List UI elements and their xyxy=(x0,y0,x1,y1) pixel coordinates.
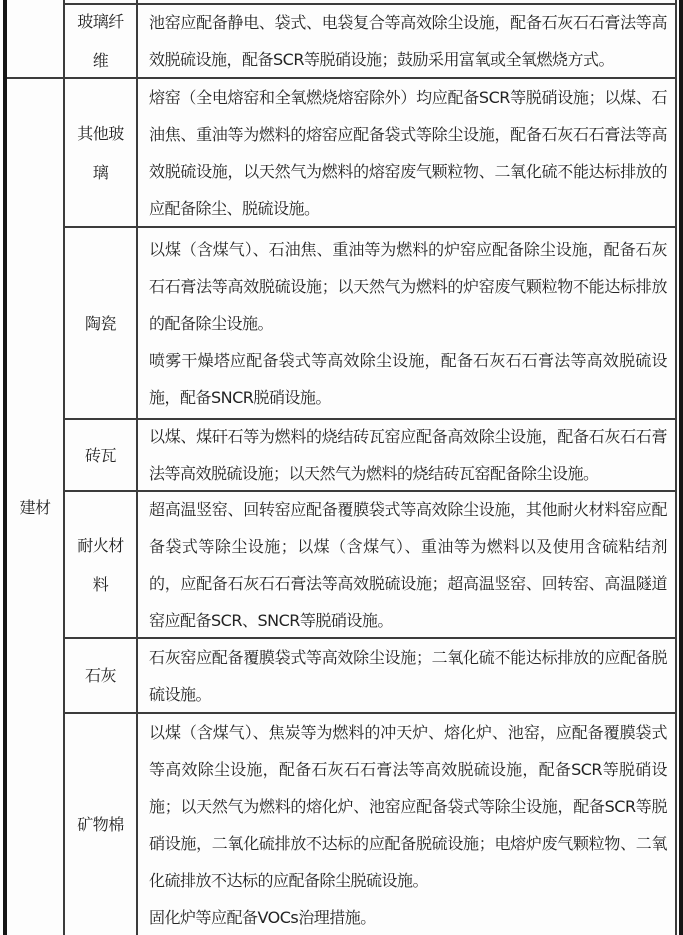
row-label-text: 玻璃纤维 xyxy=(77,12,124,70)
row-label-text: 耐火材料 xyxy=(77,535,124,594)
row-label-text: 陶瓷 xyxy=(84,313,116,333)
category-cell-building-materials xyxy=(7,79,63,935)
row-content-other-glass xyxy=(138,79,675,226)
row-content-lime xyxy=(138,639,675,712)
grid-vline-right-border xyxy=(675,0,677,935)
row-label-refractory xyxy=(65,492,136,637)
row-label-brick-tile xyxy=(65,420,136,490)
row-label-mineral-wool xyxy=(65,714,136,935)
category-label: 建材 xyxy=(19,497,51,517)
row-content-glass-fiber xyxy=(138,5,675,77)
requirement-paragraph: 熔窑（全电熔窑和全氧燃烧熔窑除外）均应配备SCR等脱硝设施；以煤、石油焦、重油等为燃料的熔窑应配备袋式等除尘设施，配备石灰石石膏法等高效脱硫设施，以天然气为燃料的熔窑废气颗粒物、二氧化硫不能达标排放的应配备除尘、脱硫设施。 xyxy=(149,87,667,218)
requirement-paragraph: 固化炉等应配备VOCs治理措施。 xyxy=(149,907,376,927)
requirement-paragraph: 喷雾干燥塔应配备袋式等高效除尘设施，配备石灰石石膏法等高效脱硫设施，配备SNCR脱硝设施。 xyxy=(149,350,667,407)
requirement-paragraph: 池窑应配备静电、袋式、电袋复合等高效除尘设施，配备石灰石石膏法等高效脱硫设施，配备SCR等脱硝设施；鼓励采用富氧或全氧燃烧方式。 xyxy=(149,13,667,69)
row-label-text: 其他玻璃 xyxy=(77,123,124,182)
row-content-mineral-wool xyxy=(138,714,675,935)
row-label-ceramics xyxy=(65,228,136,418)
requirement-paragraph: 以煤（含煤气）、焦炭等为燃料的冲天炉、熔化炉、池窑，应配备覆膜袋式等高效除尘设施，配备石灰石石膏法等高效脱硫设施，配备SCR等脱硝设施；以天然气为燃料的熔化炉、池窑应配备袋式等除尘设施，配备SCR等脱硝设施，二氧化硫排放不达标的应配备脱硫设施；电熔炉废气颗粒物、二氧化硫排放不达标的应配备除尘脱硫设施。 xyxy=(149,722,667,890)
requirement-paragraph: 石灰窑应配备覆膜袋式等高效除尘设施；二氧化硫不能达标排放的应配备脱硫设施。 xyxy=(149,647,667,704)
page-right-edge-bar xyxy=(679,0,683,935)
row-label-text: 矿物棉 xyxy=(77,815,124,834)
requirement-paragraph: 以煤、煤矸石等为燃料的烧结砖瓦窑应配备高效除尘设施，配备石灰石石膏法等高效脱硫设施；以天然气为燃料的烧结砖瓦窑配备除尘设施。 xyxy=(149,427,667,483)
row-label-text: 砖瓦 xyxy=(84,445,116,465)
row-label-glass-fiber xyxy=(65,5,136,77)
row-label-text: 石灰 xyxy=(84,666,116,685)
row-label-other-glass xyxy=(65,79,136,226)
emission-control-table xyxy=(7,0,679,935)
requirement-paragraph: 以煤（含煤气）、石油焦、重油等为燃料的炉窑应配备除尘设施，配备石灰石石膏法等高效脱硫设施；以天然气为燃料的炉窑废气颗粒物不能达标排放的配备除尘设施。 xyxy=(149,239,667,333)
row-content-refractory xyxy=(138,492,675,637)
row-content-ceramics xyxy=(138,228,675,418)
row-content-brick-tile xyxy=(138,420,675,490)
row-label-lime xyxy=(65,639,136,712)
requirement-paragraph: 超高温竖窑、回转窑应配备覆膜袋式等高效除尘设施，其他耐火材料窑应配备袋式等除尘设施；以煤（含煤气）、重油等为燃料以及使用含硫粘结剂的，应配备石灰石石膏法等高效脱硫设施；超高温竖窑、回转窑、高温隧道窑应配备SCR、SNCR等脱硝设施。 xyxy=(149,499,667,630)
